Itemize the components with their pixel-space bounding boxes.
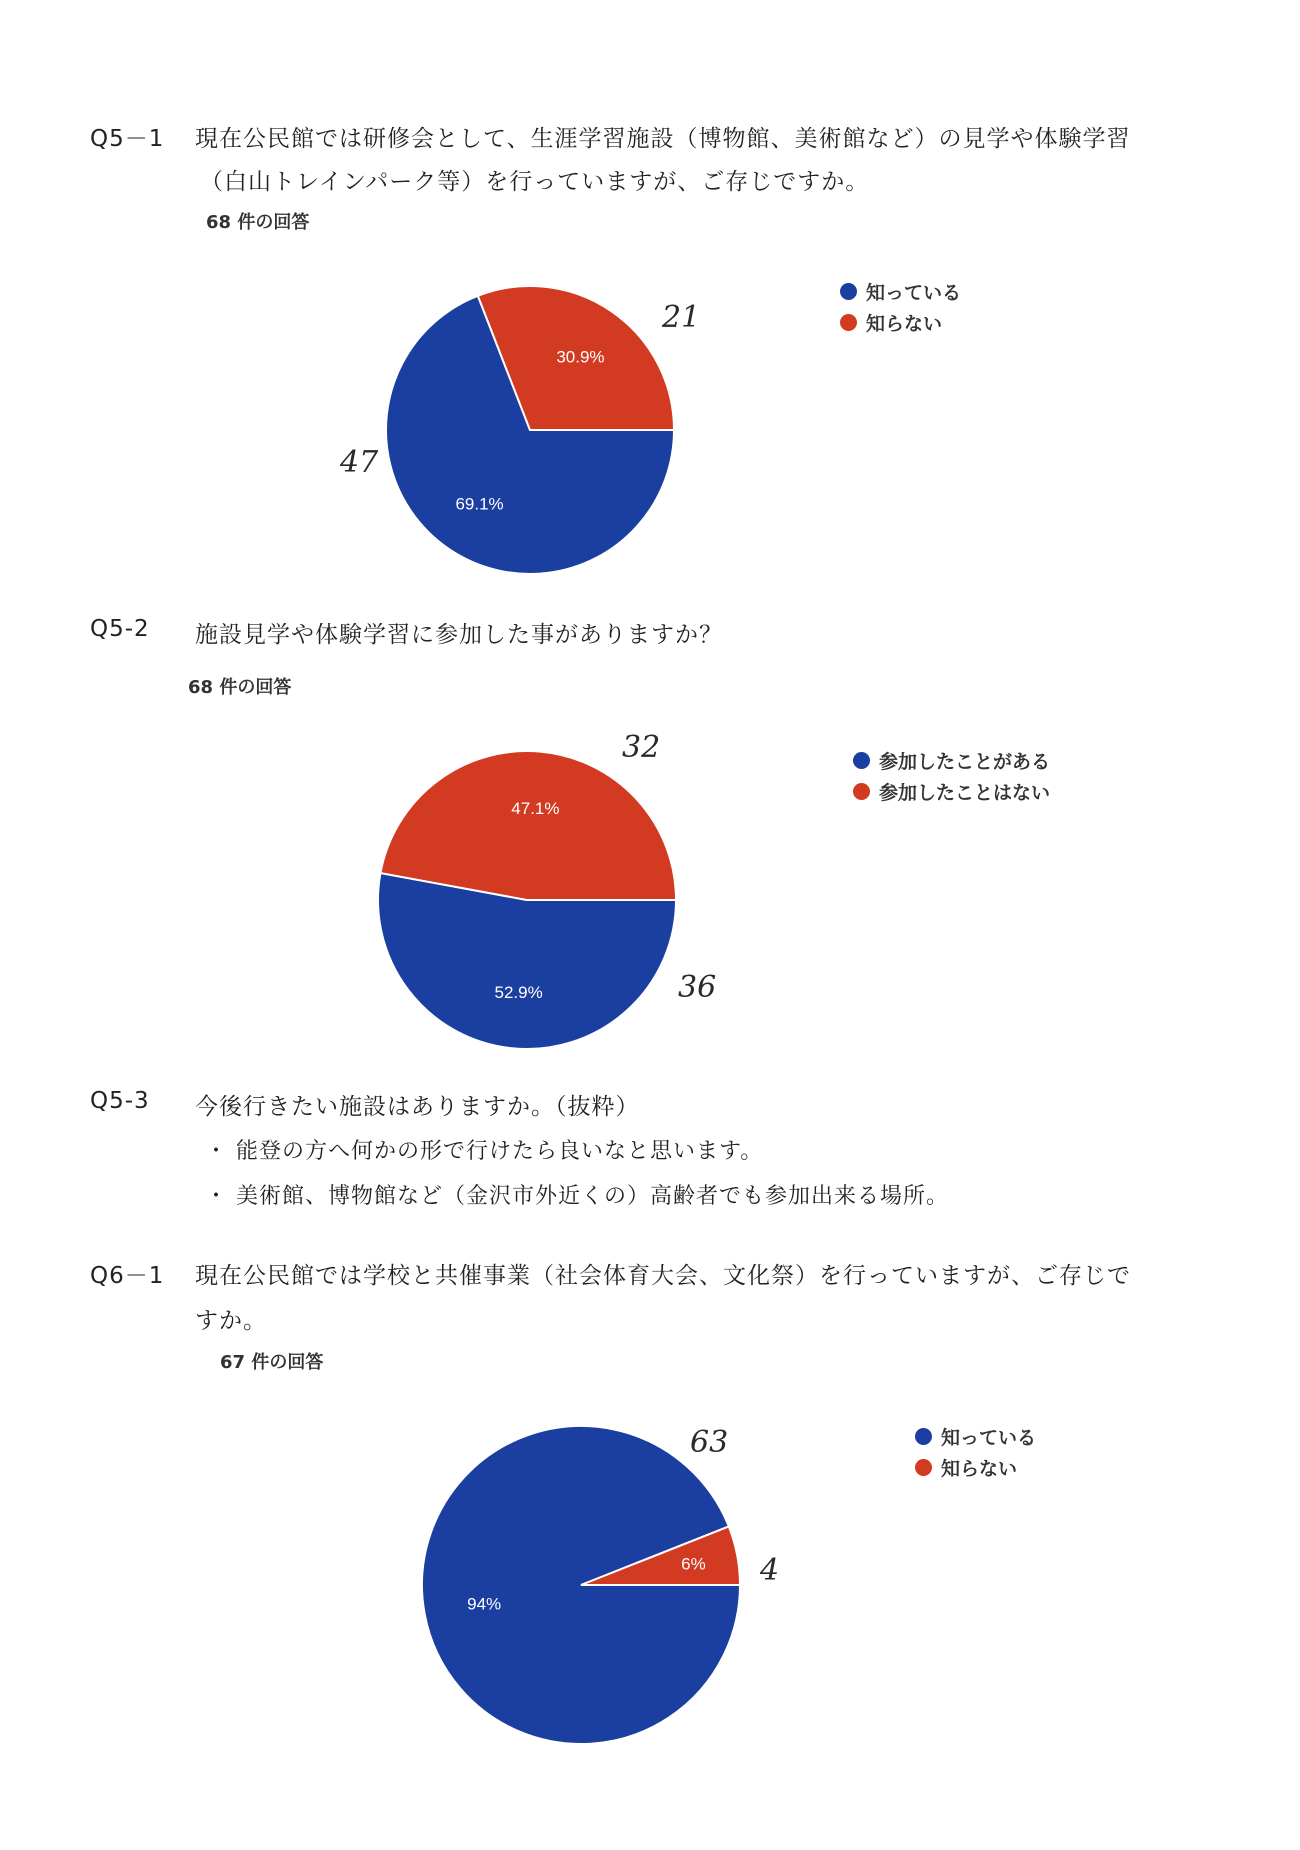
- slice-label: 30.9%: [556, 347, 605, 367]
- handwritten-note: 63: [690, 1425, 729, 1460]
- legend-swatch-icon: [915, 1459, 932, 1476]
- pie-chart: [380, 280, 680, 580]
- legend-item: [915, 1452, 1036, 1483]
- list-item: ・ 美術館、博物館など（金沢市外近くの）高齢者でも参加出来る場所。: [205, 1184, 949, 1209]
- chart-legend: [840, 276, 961, 338]
- question-text: 今後行きたい施設はありますか。（抜粋）: [195, 1094, 640, 1120]
- question-text-line: （白山トレインパーク等）を行っていますが、ご存じですか。: [200, 169, 870, 195]
- question-number: Q5-3: [90, 1088, 150, 1114]
- pie-slice: [380, 751, 676, 900]
- legend-swatch-icon: [840, 283, 857, 300]
- legend-item: [853, 745, 1050, 776]
- slice-label: 69.1%: [455, 494, 504, 514]
- handwritten-note: 21: [662, 300, 701, 335]
- handwritten-note: 47: [340, 445, 379, 480]
- legend-item: [840, 276, 961, 307]
- list-item: ・ 能登の方へ何かの形で行けたら良いなと思います。: [205, 1139, 764, 1164]
- slice-label: 52.9%: [494, 982, 543, 1002]
- question-number: Q5-2: [90, 616, 150, 642]
- question-text: 施設見学や体験学習に参加した事がありますか？: [195, 622, 723, 648]
- chart-legend: [915, 1421, 1036, 1483]
- handwritten-note: 4: [760, 1553, 780, 1588]
- legend-label: 知らない: [941, 1458, 1018, 1480]
- legend-item: [840, 307, 961, 338]
- legend-item: [915, 1421, 1036, 1452]
- response-count: 68 件の回答: [206, 212, 310, 233]
- handwritten-note: 36: [678, 970, 717, 1005]
- legend-label: 参加したことがある: [879, 751, 1051, 773]
- legend-label: 参加したことはない: [879, 782, 1051, 804]
- question-text-line: 現在公民館では研修会として、生涯学習施設（博物館、美術館など）の見学や体験学習: [195, 126, 1131, 152]
- chart-legend: [853, 745, 1050, 807]
- legend-label: 知っている: [866, 282, 962, 304]
- legend-swatch-icon: [853, 752, 870, 769]
- question-number: Q6－1: [90, 1263, 165, 1289]
- legend-label: 知っている: [941, 1427, 1037, 1449]
- legend-swatch-icon: [915, 1428, 932, 1445]
- response-count: 67 件の回答: [220, 1352, 324, 1373]
- pie-chart: [416, 1420, 746, 1750]
- question-number: Q5－1: [90, 126, 165, 152]
- question-text-line: 現在公民館では学校と共催事業（社会体育大会、文化祭）を行っていますが、ご存じで: [195, 1263, 1131, 1289]
- legend-swatch-icon: [840, 314, 857, 331]
- pie-chart: [372, 745, 682, 1055]
- slice-label: 47.1%: [511, 799, 560, 819]
- slice-label: 94%: [467, 1594, 502, 1614]
- slice-label: 6%: [681, 1554, 706, 1574]
- response-count: 68 件の回答: [188, 677, 292, 698]
- legend-label: 知らない: [866, 313, 943, 335]
- question-text-line: すか。: [195, 1308, 267, 1334]
- legend-item: [853, 776, 1050, 807]
- handwritten-note: 32: [622, 730, 661, 765]
- legend-swatch-icon: [853, 783, 870, 800]
